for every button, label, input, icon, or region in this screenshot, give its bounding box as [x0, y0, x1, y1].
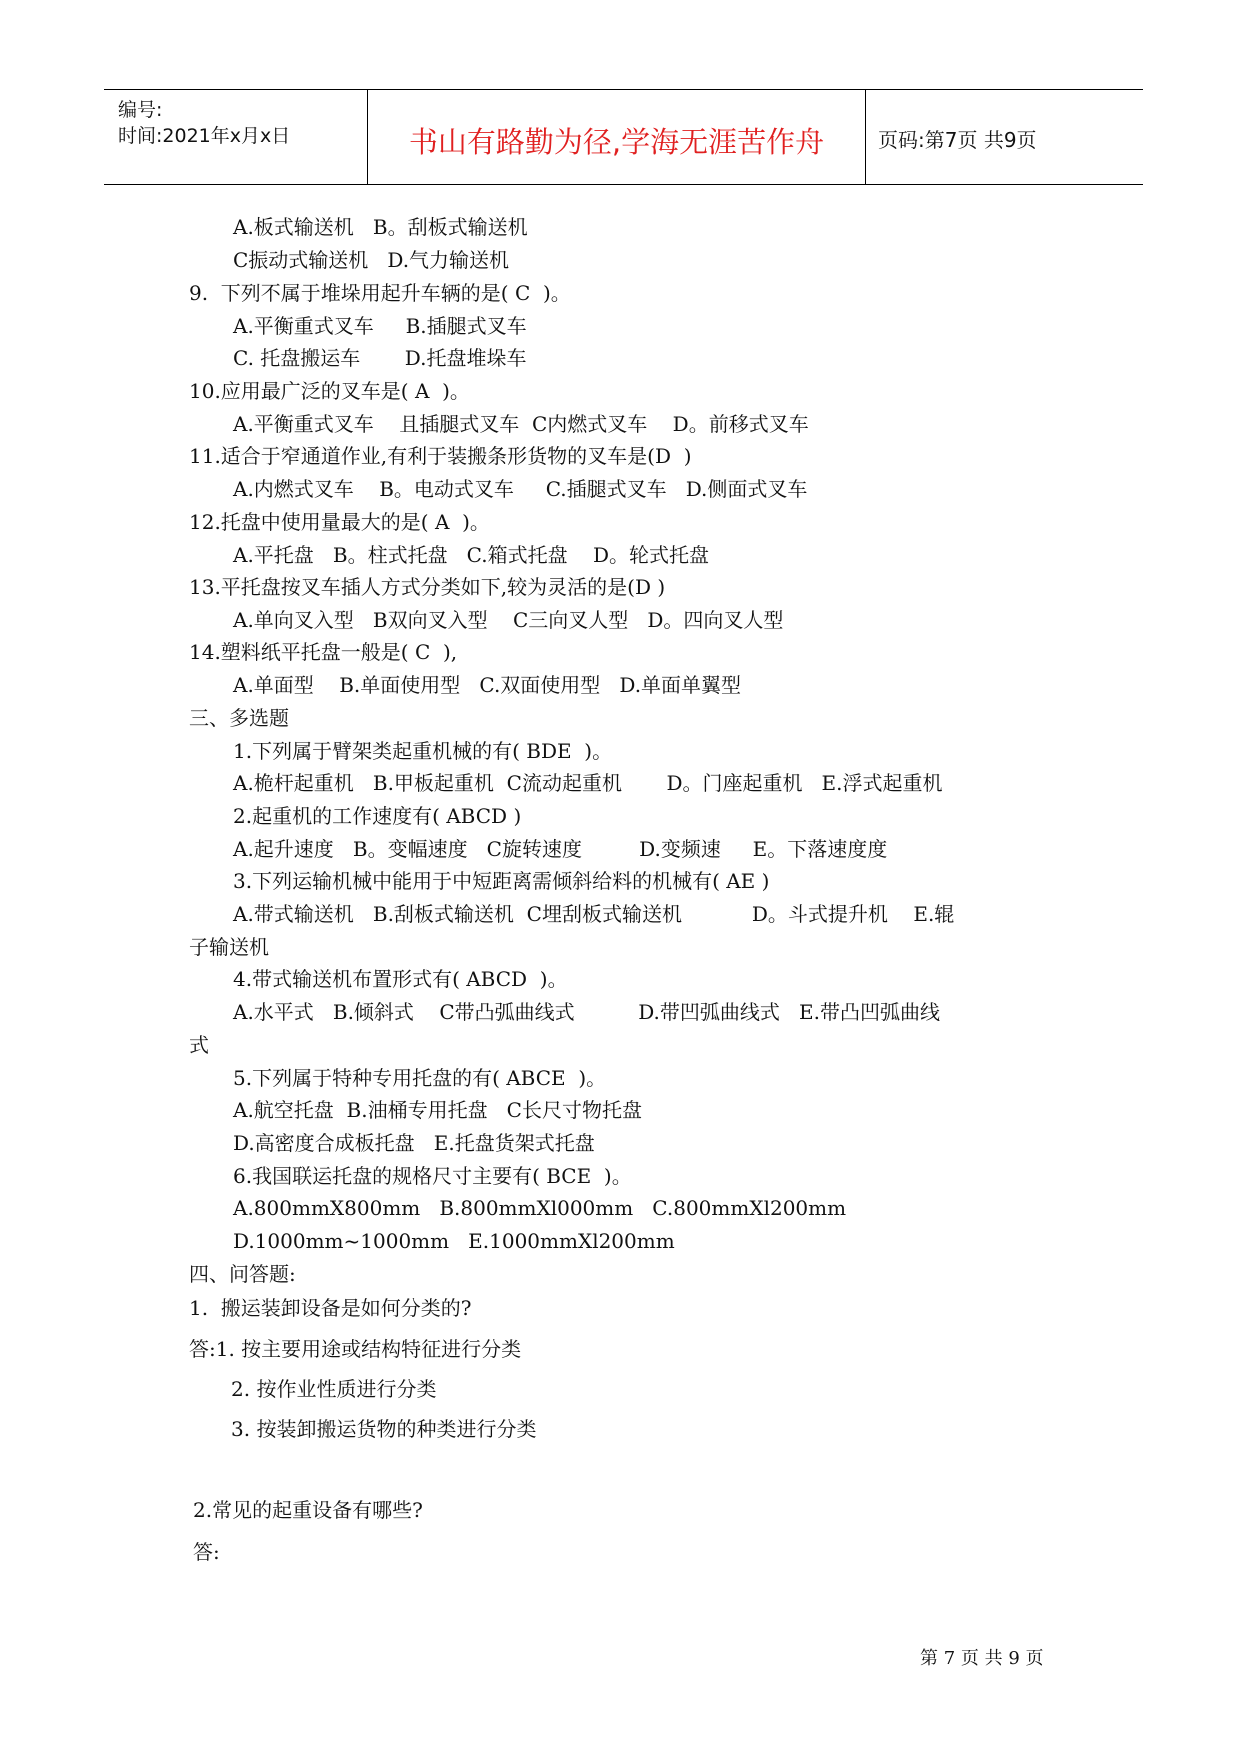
section-heading: 四、问答题: — [189, 1262, 296, 1286]
text-line: D.高密度合成板托盘 E.托盘货架式托盘 — [233, 1131, 595, 1155]
header-middle-cell — [368, 90, 866, 184]
page-footer: 第 7 页 共 9 页 — [920, 1648, 1044, 1669]
text-line: A.带式输送机 B.刮板式输送机 C埋刮板式输送机 D。斗式提升机 E.辊 — [233, 902, 955, 926]
question-line: 1. 搬运装卸设备是如何分类的? — [189, 1296, 472, 1320]
text-line: 13.平托盘按叉车插人方式分类如下,较为灵活的是(D ) — [189, 575, 666, 599]
text-line: A.桅杆起重机 B.甲板起重机 C流动起重机 D。门座起重机 E.浮式起重机 — [233, 771, 943, 795]
text-line: A.平托盘 B。柱式托盘 C.箱式托盘 D。轮式托盘 — [233, 543, 710, 567]
text-line: A.航空托盘 B.油桶专用托盘 C长尺寸物托盘 — [233, 1098, 642, 1122]
text-line: 1.下列属于臂架类起重机械的有( BDE )。 — [233, 739, 613, 763]
text-line: 11.适合于窄通道作业,有利于装搬条形货物的叉车是(D ) — [189, 444, 692, 468]
text-line: A.板式输送机 B。刮板式输送机 — [233, 215, 528, 239]
page-header — [104, 89, 1143, 185]
time-label: 时间:2021年x月x日 — [118, 125, 291, 147]
text-line: A.单面型 B.单面使用型 C.双面使用型 D.单面单翼型 — [233, 673, 742, 697]
header-left-cell — [104, 90, 368, 184]
text-line: 12.托盘中使用量最大的是( A )。 — [189, 510, 490, 534]
text-line: 2.起重机的工作速度有( ABCD ) — [233, 804, 522, 828]
answer-line: 答:1. 按主要用途或结构特征进行分类 — [189, 1337, 522, 1361]
text-line: A.800mmX800mm B.800mmXl000mm C.800mmXl200mm — [233, 1196, 847, 1220]
text-line: 3.下列运输机械中能用于中短距离需倾斜给料的机械有( AE ) — [233, 869, 770, 893]
text-line: 10.应用最广泛的叉车是( A )。 — [189, 379, 470, 403]
text-line: 5.下列属于特种专用托盘的有( ABCE )。 — [233, 1066, 607, 1090]
answer-line: 答: — [193, 1540, 220, 1564]
text-line: A.平衡重式叉车 且插腿式叉车 C内燃式叉车 D。前移式叉车 — [233, 412, 809, 436]
motto: 书山有路勤为径,学海无涯苦作舟 — [408, 125, 825, 159]
text-line: 4.带式输送机布置形式有( ABCD )。 — [233, 967, 568, 991]
text-line: A.平衡重式叉车 B.插腿式叉车 — [233, 314, 527, 338]
text-line: A.水平式 B.倾斜式 C带凸弧曲线式 D.带凹弧曲线式 E.带凸凹弧曲线 — [233, 1000, 940, 1024]
text-line: A.内燃式叉车 B。电动式叉车 C.插腿式叉车 D.侧面式叉车 — [233, 477, 808, 501]
question-line: 2.常见的起重设备有哪些? — [193, 1498, 423, 1522]
header-right-cell — [866, 90, 1143, 184]
answer-line: 2. 按作业性质进行分类 — [231, 1377, 437, 1401]
text-line: 子输送机 — [189, 935, 269, 959]
serial-label: 编号: — [118, 99, 163, 121]
text-line: A.起升速度 B。变幅速度 C旋转速度 D.变频速 E。下落速度度 — [233, 837, 888, 861]
text-line: A.单向叉入型 B双向叉入型 C三向叉人型 D。四向叉人型 — [233, 608, 784, 632]
text-line: C振动式输送机 D.气力输送机 — [233, 248, 510, 272]
text-line: 6.我国联运托盘的规格尺寸主要有( BCE )。 — [233, 1164, 632, 1188]
answer-line: 3. 按装卸搬运货物的种类进行分类 — [231, 1417, 537, 1441]
text-line: 14.塑料纸平托盘一般是( C ), — [189, 640, 458, 664]
text-line: C. 托盘搬运车 D.托盘堆垛车 — [233, 346, 527, 370]
section-heading: 三、多选题 — [189, 706, 289, 730]
text-line: 式 — [189, 1033, 209, 1057]
text-line: D.1000mm~1000mm E.1000mmXl200mm — [233, 1229, 675, 1253]
page-info: 页码:第7页 共9页 — [878, 128, 1037, 152]
text-line: 9. 下列不属于堆垛用起升车辆的是( C )。 — [189, 281, 571, 305]
